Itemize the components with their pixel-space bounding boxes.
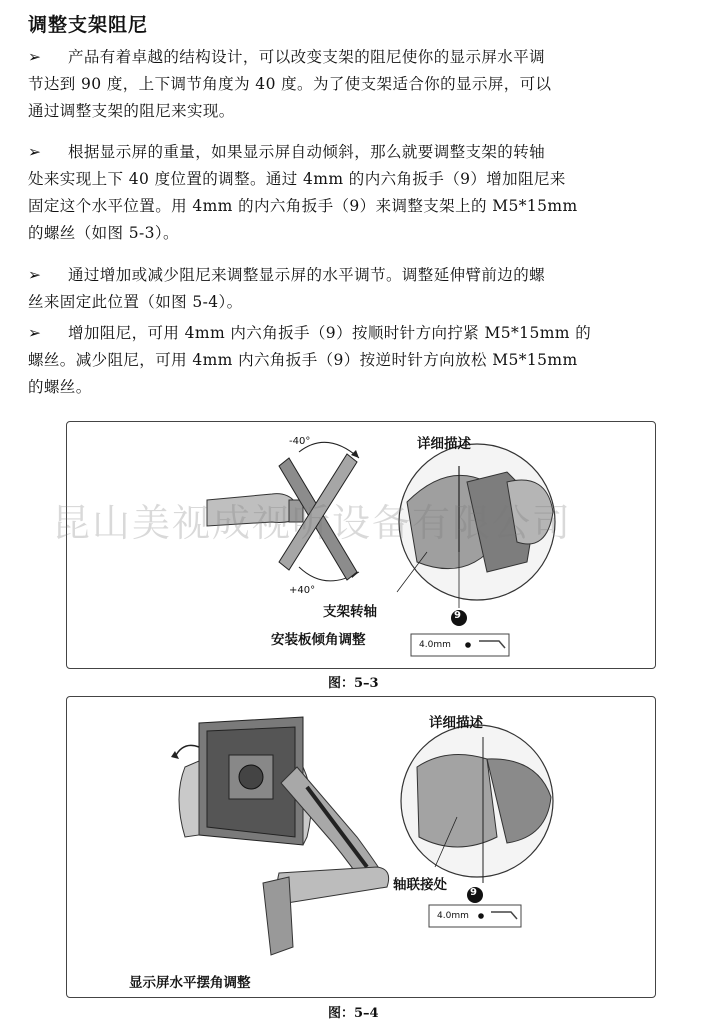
- extension-arm: [277, 867, 388, 903]
- bullet-icon: ➢: [28, 143, 42, 161]
- paragraph-line: 螺丝。减少阻尼，可用 4mm 内六角扳手（9）按逆时针方向放松 M5*15mm: [28, 351, 578, 369]
- figure-5-4: [66, 696, 656, 998]
- tool-size: 4.0mm: [419, 640, 451, 650]
- paragraph-4: [28, 320, 696, 401]
- paragraph-1: [28, 44, 696, 125]
- paragraph-line: 节达到 90 度，上下调节角度为 40 度。为了使支架适合你的显示屏，可以: [28, 75, 552, 93]
- paragraph-line: 产品有着卓越的结构设计，可以改变支架的阻尼使你的显示屏水平调: [68, 48, 546, 66]
- gas-spring: [307, 787, 367, 867]
- joint-label: 轴联接处: [393, 877, 447, 893]
- bullet-icon: ➢: [28, 266, 42, 284]
- pivot-label: 支架转轴: [323, 604, 377, 620]
- arm: [207, 494, 299, 526]
- tilt-label: 安装板倾角调整: [271, 632, 366, 648]
- part-number: 9: [470, 887, 477, 898]
- tool-size: 4.0mm: [437, 911, 469, 921]
- paragraph-line: 增加阻尼，可用 4mm 内六角扳手（9）按顺时针方向拧紧 M5*15mm 的: [68, 324, 592, 342]
- bullet-icon: ➢: [28, 48, 42, 66]
- detail-part-a: [417, 755, 497, 848]
- figure-caption-5-4: 图：5–4: [328, 1006, 379, 1021]
- watermark: 昆山美视成视听设备有限公司: [52, 501, 573, 545]
- paragraph-2: [28, 139, 696, 247]
- bullet-dot-icon: [478, 913, 484, 919]
- angle-top: -40°: [289, 436, 311, 447]
- figure-caption-5-3: 图：5–3: [328, 676, 379, 691]
- vesa-hub: [239, 765, 263, 789]
- bullet-icon: ➢: [28, 324, 42, 342]
- figure-5-3: [66, 421, 656, 669]
- paragraph-line: 通过调整支架的阻尼来实现。: [28, 102, 235, 120]
- bullet-dot-icon: [465, 642, 471, 648]
- rotate-arc: [175, 745, 199, 757]
- paragraph-line: 的螺丝。: [28, 378, 92, 396]
- paragraph-line: 固定这个水平位置。用 4mm 的内六角扳手（9）来调整支架上的 M5*15mm: [28, 197, 578, 215]
- swing-label: 显示屏水平摆角调整: [129, 975, 251, 991]
- paragraph-line: 根据显示屏的重量，如果显示屏自动倾斜，那么就要调整支架的转轴: [68, 143, 546, 161]
- angle-bottom: +40°: [289, 585, 316, 596]
- part-number: 9: [454, 610, 461, 621]
- wall-plate: [263, 877, 293, 955]
- detail-label: 详细描述: [417, 436, 471, 452]
- section-title: 调整支架阻尼: [28, 14, 149, 36]
- arrow-up-icon: [351, 450, 359, 458]
- paragraph-line: 的螺丝（如图 5-3）。: [28, 224, 179, 242]
- paragraph-line: 处来实现上下 40 度位置的调整。通过 4mm 的内六角扳手（9）增加阻尼来: [28, 170, 566, 188]
- paragraph-line: 丝来固定此位置（如图 5-4）。: [28, 293, 243, 311]
- left-hand: [179, 761, 199, 837]
- swing-illustration: [67, 697, 655, 997]
- paragraph-3: [28, 262, 696, 316]
- paragraph-line: 通过增加或减少阻尼来调整显示屏的水平调节。调整延伸臂前边的螺: [68, 266, 546, 284]
- detail-label: 详细描述: [429, 715, 483, 731]
